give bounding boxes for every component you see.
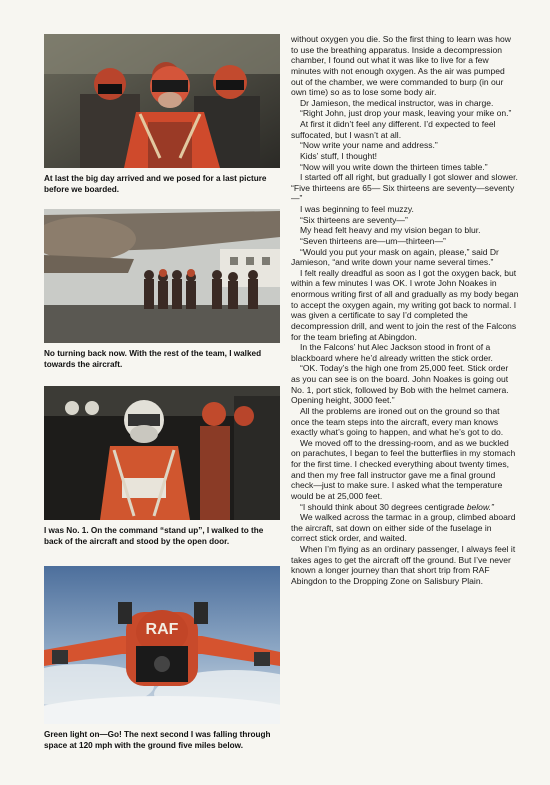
photo-inside-aircraft bbox=[44, 386, 280, 520]
paragraph: Kids’ stuff, I thought! bbox=[300, 150, 377, 161]
paragraph-text: “I should think about 30 degrees centigrade bbox=[300, 501, 467, 512]
paragraph: Dr Jamieson, the medical instructor, was in charge. bbox=[300, 97, 494, 108]
paragraph: In the Falcons’ hut Alec Jackson stood in front of a blackboard where he’d already written the stick order. bbox=[291, 342, 493, 363]
helmet-raf-text: RAF bbox=[145, 621, 179, 638]
paragraph: We moved off to the dressing-room, and as we buckled on parachutes, I began to feel the butterflies in my stomach for the first time. I checked everything about twenty times, and then my free fall instructor gave me a final ground check—just to make sure. I asked what the temperature would be at 25,000 feet. bbox=[291, 437, 516, 501]
paragraph: At first it didn’t feel any different. I’d expected to feel suffocated, but I wasn’t at all. bbox=[291, 119, 496, 140]
italic-word: below.” bbox=[466, 501, 494, 512]
paragraph: I was beginning to feel muzzy. bbox=[300, 204, 414, 214]
caption-photo1: At last the big day arrived and we posed for a last picture before we boarded. bbox=[44, 174, 267, 194]
caption-photo4: Green light on—Go! The next second I was falling through space at 120 mph with the ground five miles below. bbox=[44, 730, 271, 750]
paragraph: When I’m flying as an ordinary passenger, I always feel it takes ages to get the aircraft off the ground. But I’ve never known a longer journey than that short trip from RAF Abingdon to the Dropping Zone on Salisbury Plain. bbox=[291, 544, 516, 586]
paragraph bbox=[291, 502, 519, 513]
paragraph: We walked across the tarmac in a group, climbed aboard the aircraft, sat down on either side of the fuselage in correct stick order, and waited. bbox=[291, 512, 516, 544]
paragraph: I felt really dreadful as soon as I got the oxygen back, but within a few minutes I was OK. I wrote John Noakes in enormous writing first of all and gradually as my body began to accept the oxygen again, my writing got back to normal. I was given a certificate to say I’d completed the decompression drill, and went to join the rest of the Falcons for the team briefing at Abingdon. bbox=[291, 267, 519, 342]
paragraph: All the problems are ironed out on the ground so that once the team steps into the aircraft, every man knows exactly what’s going to happen, and what he’s got to do. bbox=[291, 405, 504, 438]
paragraph: “OK. Today’s the high one from 25,000 feet. Stick order as you can see is on the board. John Noakes is going out No. 1, port stick, followed by Bob with the helmet camera. Opening height, 3000 feet.” bbox=[291, 363, 509, 406]
caption-photo2: No turning back now. With the rest of the team, I walked towards the aircraft. bbox=[44, 349, 262, 369]
caption-photo3: I was No. 1. On the command “stand up”, I walked to the back of the aircraft and stood by the open door. bbox=[44, 526, 264, 546]
article-body bbox=[291, 34, 519, 587]
paragraph: “Now write your name and address.” bbox=[300, 140, 438, 151]
photo-team-posing bbox=[44, 34, 280, 168]
paragraph: “Six thirteens are seventy—” bbox=[300, 214, 408, 225]
photo-free-fall bbox=[44, 566, 280, 724]
photo-walking-to-aircraft bbox=[44, 209, 280, 343]
paragraph: “Would you put your mask on again, please,” said Dr Jamieson, “and write down your name several times.” bbox=[291, 246, 499, 268]
paragraph: I started off all right, but gradually I got slower and slower. “Five thirteens are 65— Six thirteens are seventy—seventy—” bbox=[291, 172, 518, 204]
paragraph: without oxygen you die. So the first thing to learn was how to use the breathing apparatus. Inside a decompression chamber, I found out what it was like to live for a few minutes with not enough oxygen. As the air was pumped out of the chamber, we were commanded to burp (in our own time) so as to lose some body air. bbox=[291, 34, 511, 98]
paragraph: “Right John, just drop your mask, leaving your mike on.” bbox=[300, 108, 512, 119]
paragraph: “Now will you write down the thirteen times table.” bbox=[300, 161, 488, 172]
paragraph: “Seven thirteens are—um—thirteen—” bbox=[300, 235, 446, 246]
paragraph: My head felt heavy and my vision began to blur. bbox=[300, 225, 481, 236]
